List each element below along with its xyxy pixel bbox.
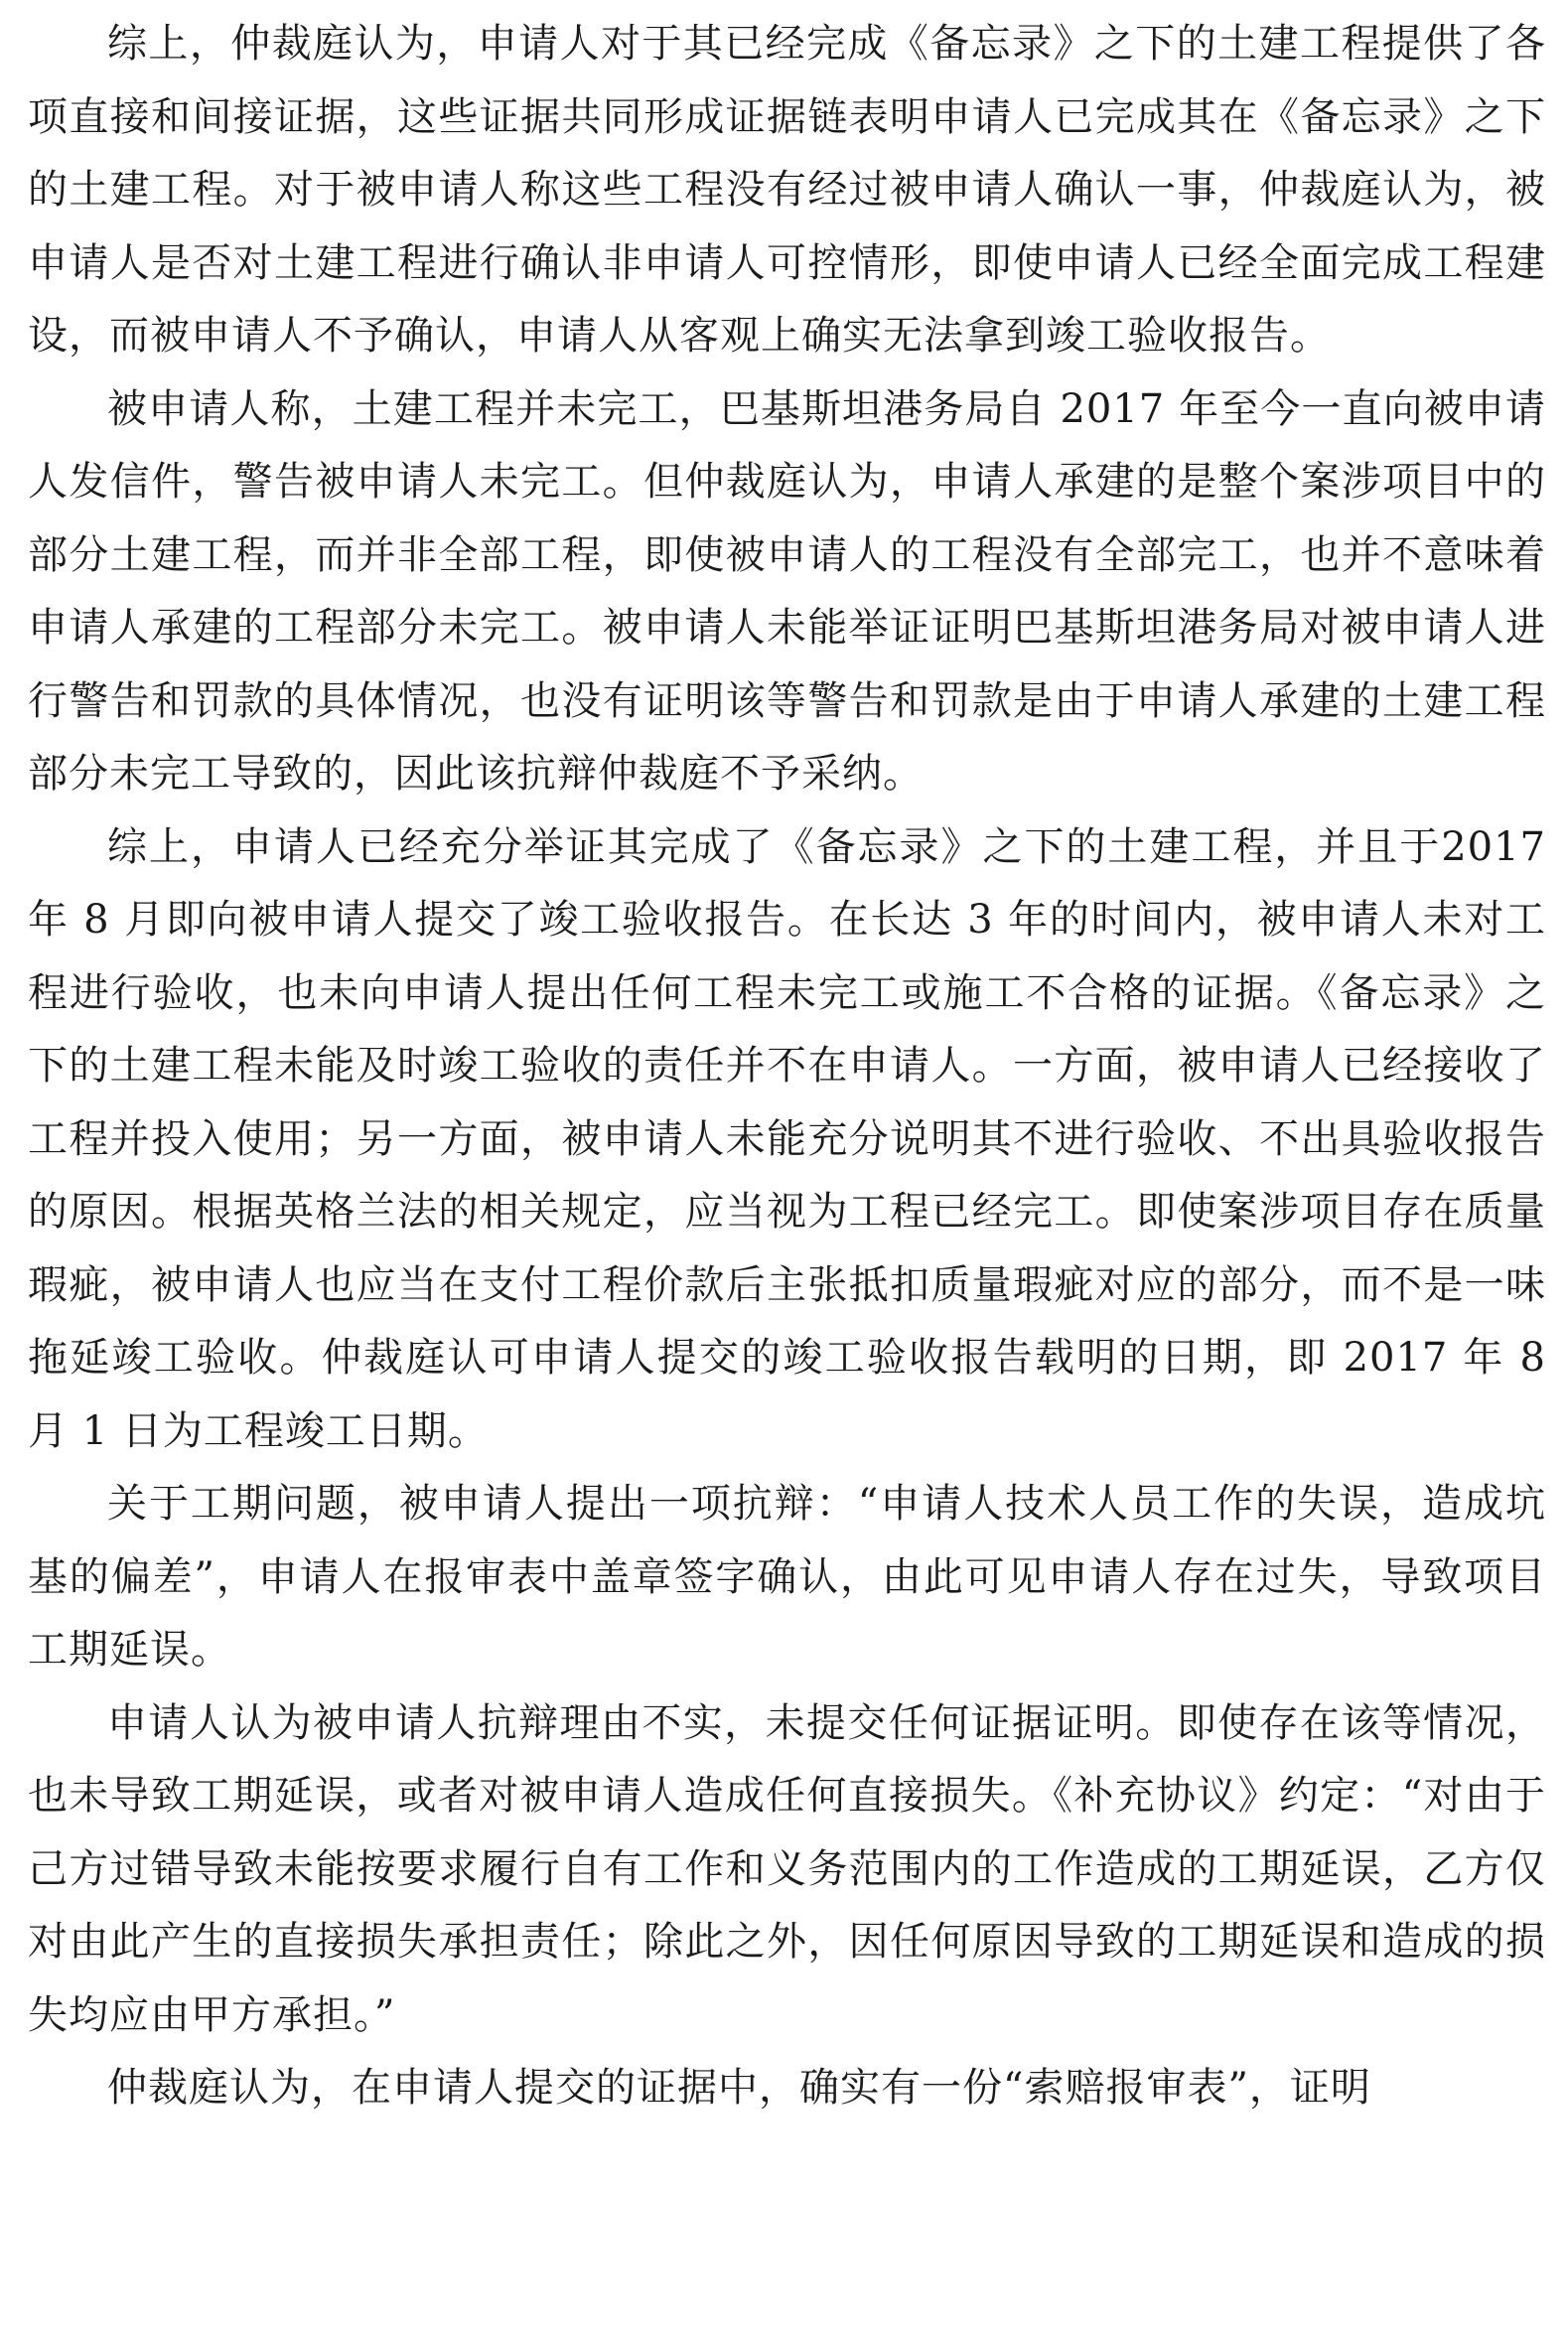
paragraph-1: 综上，仲裁庭认为，申请人对于其已经完成《备忘录》之下的土建工程提供了各项直接和间接证据，这些证据共同形成证据链表明申请人已完成其在《备忘录》之下的土建工程。对于被申请人称这些工程没有经过被申请人确认一事，仲裁庭认为，被申请人是否对土建工程进行确认非申请人可控情形，即使申请人已经全面完成工程建设，而被申请人不予确认，申请人从客观上确实无法拿到竣工验收报告。 — [28, 21, 1546, 359]
paragraph-2: 被申请人称，土建工程并未完工，巴基斯坦港务局自 2017 年至今一直向被申请人发信件，警告被申请人未完工。但仲裁庭认为，申请人承建的是整个案涉项目中的部分土建工程，而并非全部工程，即使被申请人的工程没有全部完工，也并不意味着申请人承建的工程部分未完工。被申请人未能举证证明巴基斯坦港务局对被申请人进行警告和罚款的具体情况，也没有证明该等警告和罚款是由于申请人承建的土建工程部分未完工导致的，因此该抗辩仲裁庭不予采纳。 — [28, 385, 1546, 797]
paragraph-6: 仲裁庭认为，在申请人提交的证据中，确实有一份“索赔报审表”，证明 — [107, 2065, 1371, 2111]
paragraph-5: 申请人认为被申请人抗辩理由不实，未提交任何证据证明。即使存在该等情况，也未导致工期延误，或者对被申请人造成任何直接损失。《补充协议》约定：“对由于己方过错导致未能按要求履行自有工作和义务范围内的工作造成的工期延误，乙方仅对由此产生的直接损失承担责任；除此之外，因任何原因导致的工期延误和造成的损失均应由甲方承担。” — [28, 1699, 1546, 2038]
paragraph-4: 关于工期问题，被申请人提出一项抗辩：“申请人技术人员工作的失误，造成坑基的偏差”，申请人在报审表中盖章签字确认，由此可见申请人存在过失，导致项目工期延误。 — [28, 1481, 1546, 1673]
paragraph-3: 综上，申请人已经充分举证其完成了《备忘录》之下的土建工程，并且于2017 年 8 月即向被申请人提交了竣工验收报告。在长达 3 年的时间内，被申请人未对工程进行验收，也未向申请人提出任何工程未完工或施工不合格的证据。《备忘录》之下的土建工程未能及时竣工验收的责任并不在申请人。一方面，被申请人已经接收了工程并投入使用；另一方面，被申请人未能充分说明其不进行验收、不出具验收报告的原因。根据英格兰法的相关规定，应当视为工程已经完工。即使案涉项目存在质量瑕疵，被申请人也应当在支付工程价款后主张抵扣质量瑕疵对应的部分，而不是一味拖延竣工验收。仲裁庭认可申请人提交的竣工验收报告载明的日期，即 2017 年 8 月 1 日为工程竣工日期。 — [28, 823, 1546, 1454]
